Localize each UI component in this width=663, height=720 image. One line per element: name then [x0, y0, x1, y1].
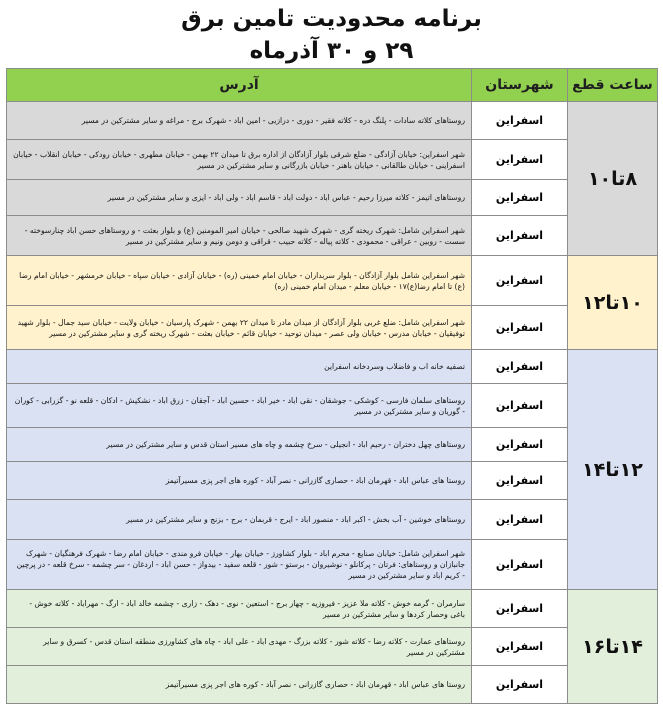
- address-cell: روستاهای کلاته سادات - پلنگ دره - کلاته فقیر - دوری - درازیی - امین اباد - شهرک برج - مراغه و سایر مشترکین در مسیر: [7, 102, 472, 140]
- table-row: [7, 540, 658, 590]
- table-row: [7, 590, 658, 628]
- address-cell: شهر اسفراین: خیابان آزادگی - ضلع شرقی بلوار آزادگان از اداره برق تا میدان ۲۲ بهمن - خیابان مطهری - خیابان رودکی - خیابان انقلاب - خیابان اسفراینی - خیابان طالقانی - خیابان باهنر - خیابان بازرگانی و سایر مشترکین در مسیر: [7, 140, 472, 180]
- time-cell: ۱۰تا۱۲: [568, 256, 658, 350]
- city-cell: اسفراین: [472, 256, 568, 306]
- table-row: [7, 216, 658, 256]
- table-row: [7, 428, 658, 462]
- table-row: [7, 180, 658, 216]
- header-address: آدرس: [7, 69, 472, 102]
- city-cell: اسفراین: [472, 462, 568, 500]
- table-row: [7, 350, 658, 384]
- city-cell: اسفراین: [472, 102, 568, 140]
- city-cell: اسفراین: [472, 180, 568, 216]
- time-cell: ۱۲تا۱۴: [568, 350, 658, 590]
- address-cell: روستاهای سلمان فارسی - کوشکی - جوشقان - نقی اباد - خیر اباد - حسین اباد - آجقان - زرق اباد - نشکیش - ادکان - قلعه نو - گزرابی - کوران - گوریان و سایر مشترکین در مسیر: [7, 384, 472, 428]
- header-city: شهرستان: [472, 69, 568, 102]
- city-cell: اسفراین: [472, 140, 568, 180]
- address-cell: شهر اسفراین شامل: شهرک ریخته گری - شهرک شهید صالحی - خیابان امیر المومنین (ع) و بلوار بعثت - و روستاهای حسن اباد چنارسوخته - سست - روبین - عراقی - محمودی - کلاته پیاله - کلاته حبیب - قراقی و دومن ونیم و سایر مشترکین در مسیر: [7, 216, 472, 256]
- table-row: [7, 140, 658, 180]
- city-cell: اسفراین: [472, 384, 568, 428]
- address-cell: روستاهای عمارت - کلاته رضا - کلاته شور - کلاته بزرگ - مهدی اباد - علی اباد - چاه های کشاورزی منطقه استان قدس - کسرق و سایر مشترکین در مسیر: [7, 628, 472, 666]
- city-cell: اسفراین: [472, 590, 568, 628]
- address-cell: روستاهای خوشین - آب بخش - اکبر اباد - منصور اباد - ایرج - قربمان - برج - بزنج و سایر مشترکین در مسیر: [7, 500, 472, 540]
- city-cell: اسفراین: [472, 350, 568, 384]
- city-cell: اسفراین: [472, 540, 568, 590]
- table-row: [7, 462, 658, 500]
- city-cell: اسفراین: [472, 666, 568, 704]
- address-cell: روستاهای چهل دختران - رحیم اباد - انجیلی - سرخ چشمه و چاه های مسیر استان قدس و سایر مشترکین در مسیر: [7, 428, 472, 462]
- address-cell: روستا های عباس اباد - قهرمان اباد - حصاری گازرانی - نصر آباد - کوره های اجر پزی مسیرآتیمز: [7, 462, 472, 500]
- page-title: [0, 4, 663, 66]
- table-row: [7, 384, 658, 428]
- city-cell: اسفراین: [472, 306, 568, 350]
- title-line-2: ۲۹ و ۳۰ آذرماه: [249, 38, 414, 64]
- address-cell: شهر اسفراین شامل: ضلع غربی بلوار آزادگان از میدان مادر تا میدان ۲۲ بهمن - شهرک پارسیان - خیابان ولایت - خیابان سید جمال - بلوار شهید توفیقیان - خیابان مدرس - خیابان ولی عصر - میدان توحید - خیابان قائم - خیابان بعثت - شهرک ریخته گری و سایر مشترکین در مسیر: [7, 306, 472, 350]
- table-row: [7, 628, 658, 666]
- outage-schedule-table: [6, 68, 658, 704]
- header-row: [7, 69, 658, 102]
- header-time: ساعت قطع: [568, 69, 658, 102]
- city-cell: اسفراین: [472, 500, 568, 540]
- address-cell: روستا های عباس اباد - قهرمان اباد - حصاری گازرانی - نصر آباد - کوره های اجر پزی مسیرآتیمز: [7, 666, 472, 704]
- address-cell: روستاهای اتیمز - کلاته میرزا رحیم - عباس اباد - دولت اباد - قاسم اباد - ولی اباد - ایزی و سایر مشترکین در مسیر: [7, 180, 472, 216]
- city-cell: اسفراین: [472, 216, 568, 256]
- city-cell: اسفراین: [472, 628, 568, 666]
- table-row: [7, 500, 658, 540]
- table-row: [7, 666, 658, 704]
- table-row: [7, 306, 658, 350]
- title-line-1: برنامه محدودیت تامین برق: [181, 6, 482, 32]
- address-cell: تصفیه خانه اب و فاضلاب وسردخانه اسفراین: [7, 350, 472, 384]
- time-cell: ۱۴تا۱۶: [568, 590, 658, 704]
- city-cell: اسفراین: [472, 428, 568, 462]
- table-row: [7, 256, 658, 306]
- table-row: [7, 102, 658, 140]
- time-cell: ۸تا۱۰: [568, 102, 658, 256]
- address-cell: شهر اسفراین شامل: خیابان صنایع - محرم اباد - بلوار کشاورز - خیابان بهار - خیابان فرو مندی - خیابان امام رضا - شهرک فرهنگیان - شهرک جانبازان و روستاهای: فرتان - پرکانلو - نوشیروان - برستو - شور - قلعه سفید - بیدواز - حسن اباد - اردغان - سر چشمه - سرخ قلعه - در پرچین - کریم اباد و سایر مشترکین در مسیر: [7, 540, 472, 590]
- address-cell: سارمران - گرمه خوش - کلاته ملا عزیز - فیروزیه - چهار برج - استعین - نوی - دهک - زاری - چشمه خالد اباد - ارگ - مهراباد - کلاته خوش - باغی وحصار کردها و سایر مشترکین در مسیر: [7, 590, 472, 628]
- address-cell: شهر اسفراین شامل بلوار آزادگان - بلوار سربداران - خیابان امام خمینی (ره) - خیابان آزادی - خیابان سپاه - خیابان خرمشهر - خیابان امام رضا (ع) تا امام رضا(ع)۱۷ - خیابان معلم - میدان امام خمینی (ره): [7, 256, 472, 306]
